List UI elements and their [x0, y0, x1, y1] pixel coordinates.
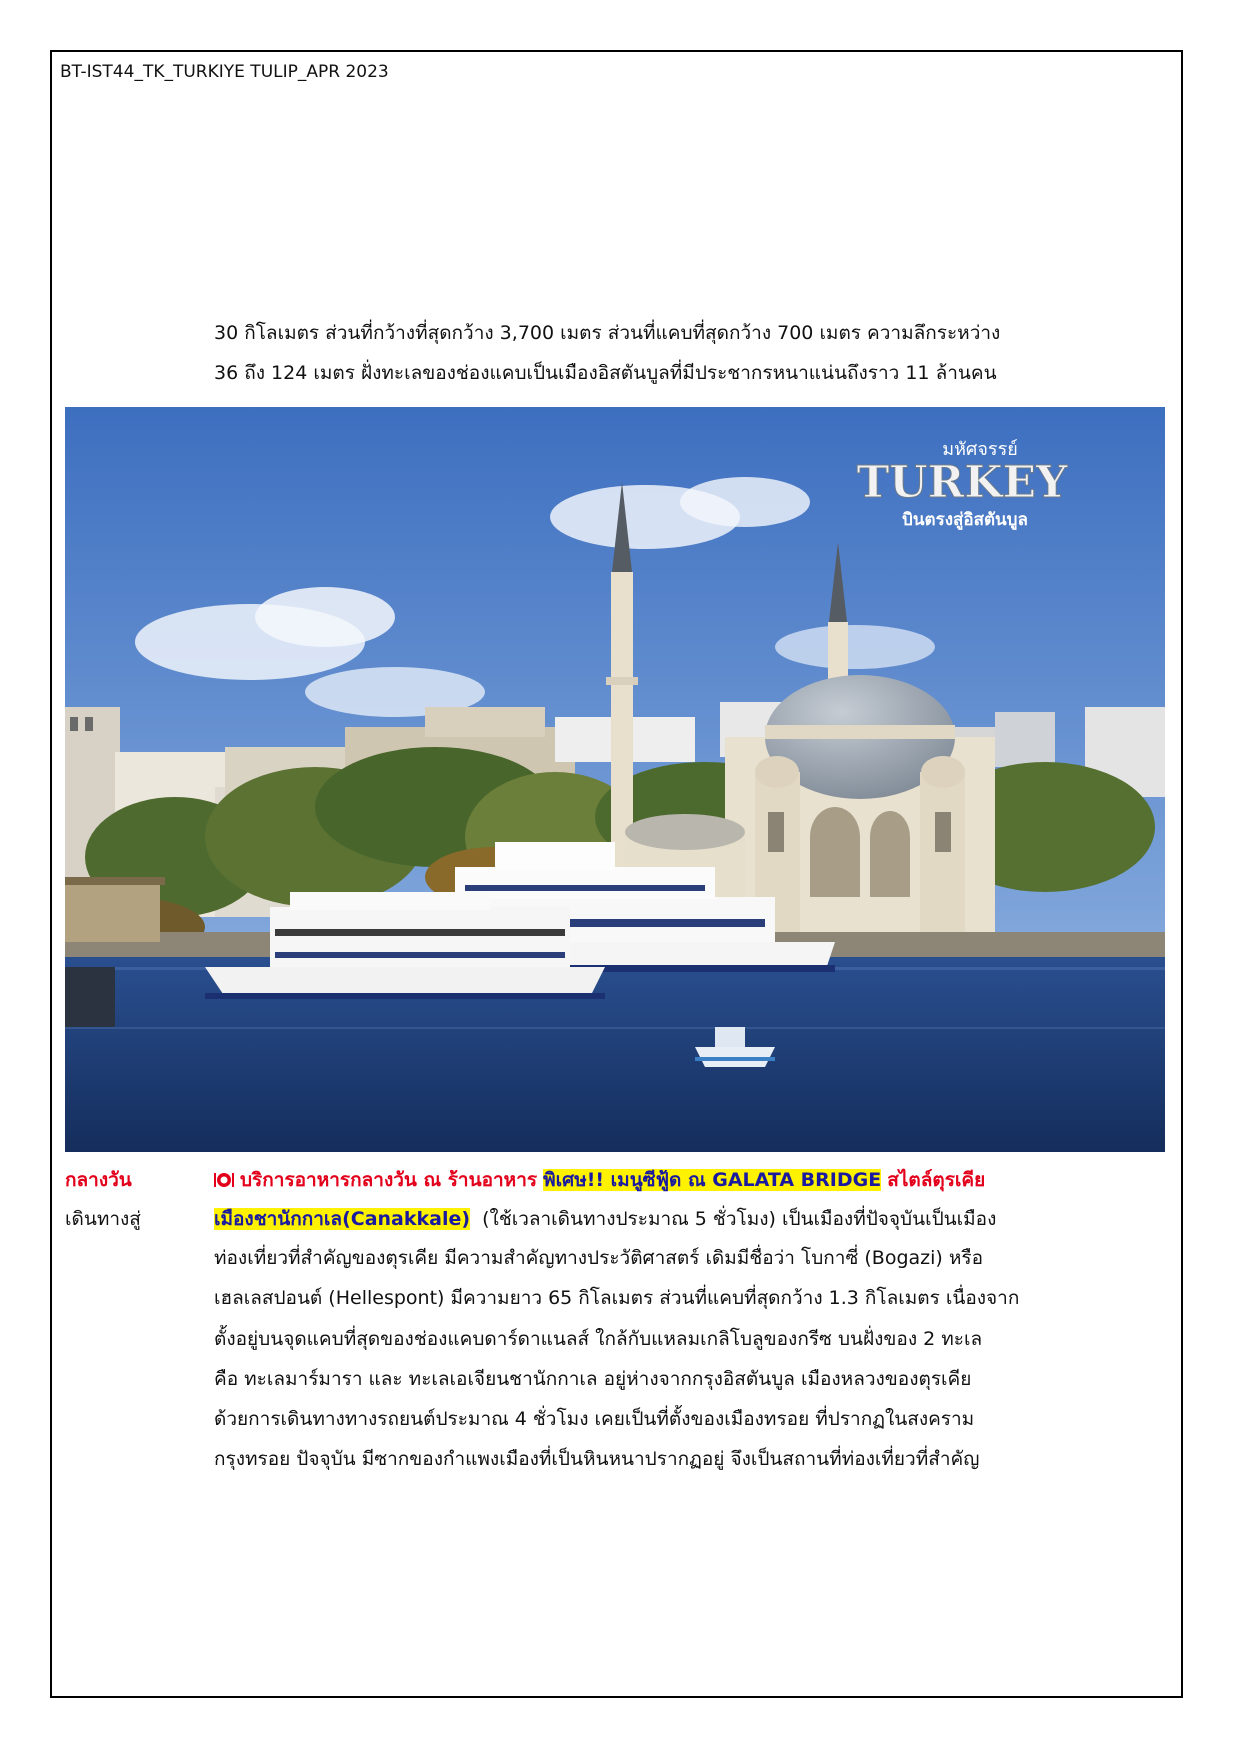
lunch-text-after: สไตล์ตุรเคีย — [887, 1169, 986, 1191]
travel-line-6: กรุงทรอย ปัจจุบัน มีซากของกำแพงเมืองที่เป็นหินหนาปรากฏอยู่ จึงเป็นสถานที่ท่องเที่ยวที่สำคัญ — [214, 1448, 980, 1471]
logo-bottom-text: บินตรงสู่อิสตันบูล — [902, 510, 1028, 530]
logo-top-text: มหัศจรรย์ — [942, 439, 1018, 460]
intro-paragraph — [214, 313, 1174, 393]
meal-icon — [214, 1163, 234, 1183]
lunch-text-before: บริการอาหารกลางวัน ณ ร้านอาหาร — [240, 1169, 538, 1191]
travel-destination-highlight: เมืองชานักกาเล(Canakkale) — [214, 1208, 471, 1230]
travel-line-5: ด้วยการเดินทางทางรถยนต์ประมาณ 4 ชั่วโมง เคยเป็นที่ตั้งของเมืองทรอย ที่ปรากฏในสงคราม — [214, 1408, 975, 1431]
travel-text-after: (ใช้เวลาเดินทางประมาณ 5 ชั่วโมง) เป็นเมืองที่ปัจจุบันเป็นเมือง — [470, 1208, 997, 1230]
lunch-highlight: พิเศษ!! เมนูซีฟู้ด ณ GALATA BRIDGE — [543, 1169, 882, 1191]
intro-line-1: 30 กิโลเมตร ส่วนที่กว้างที่สุดกว้าง 3,700 เมตร ส่วนที่แคบที่สุดกว้าง 700 เมตร ความลึกระหว่าง — [214, 322, 1001, 344]
travel-line-2: เฮลเลสปอนต์ (Hellespont) มีความยาว 65 กิโลเมตร ส่วนที่แคบที่สุดกว้าง 1.3 กิโลเมตร เนื่องจาก — [214, 1287, 1020, 1310]
lunch-description — [214, 1160, 985, 1200]
travel-line-1: ท่องเที่ยวที่สำคัญของตุรเคีย มีความสำคัญทางประวัติศาสตร์ เดิมมีชื่อว่า โบกาซี่ (Bogazi) หรือ — [214, 1247, 983, 1269]
travel-label: เดินทางสู่ — [65, 1208, 141, 1230]
time-label-lunch: กลางวัน — [65, 1169, 132, 1191]
travel-first-line — [214, 1199, 996, 1239]
intro-line-2: 36 ถึง 124 เมตร ฝั่งทะเลของช่องแคบเป็นเมืองอิสตันบูลที่มีประชากรหนาแน่นถึงราว 11 ล้านคน — [214, 362, 997, 384]
travel-line-4: คือ ทะเลมาร์มารา และ ทะเลเอเจียนชานักกาเล อยู่ห่างจากกรุงอิสตันบูล เมืองหลวงของตุรเคีย — [214, 1367, 972, 1390]
bosphorus-mosque-photo — [65, 407, 1165, 1152]
travel-paragraph — [214, 1238, 1174, 1480]
document-code: BT-IST44_TK_TURKIYE TULIP_APR 2023 — [60, 62, 389, 82]
logo-main-text: TURKEY — [856, 457, 1068, 508]
travel-line-3: ตั้งอยู่บนจุดแคบที่สุดของช่องแคบดาร์ดาแนลส์ ใกล้กับแหลมเกลิโบลูของกรีซ บนฝั่งของ 2 ทะเล — [214, 1327, 983, 1350]
